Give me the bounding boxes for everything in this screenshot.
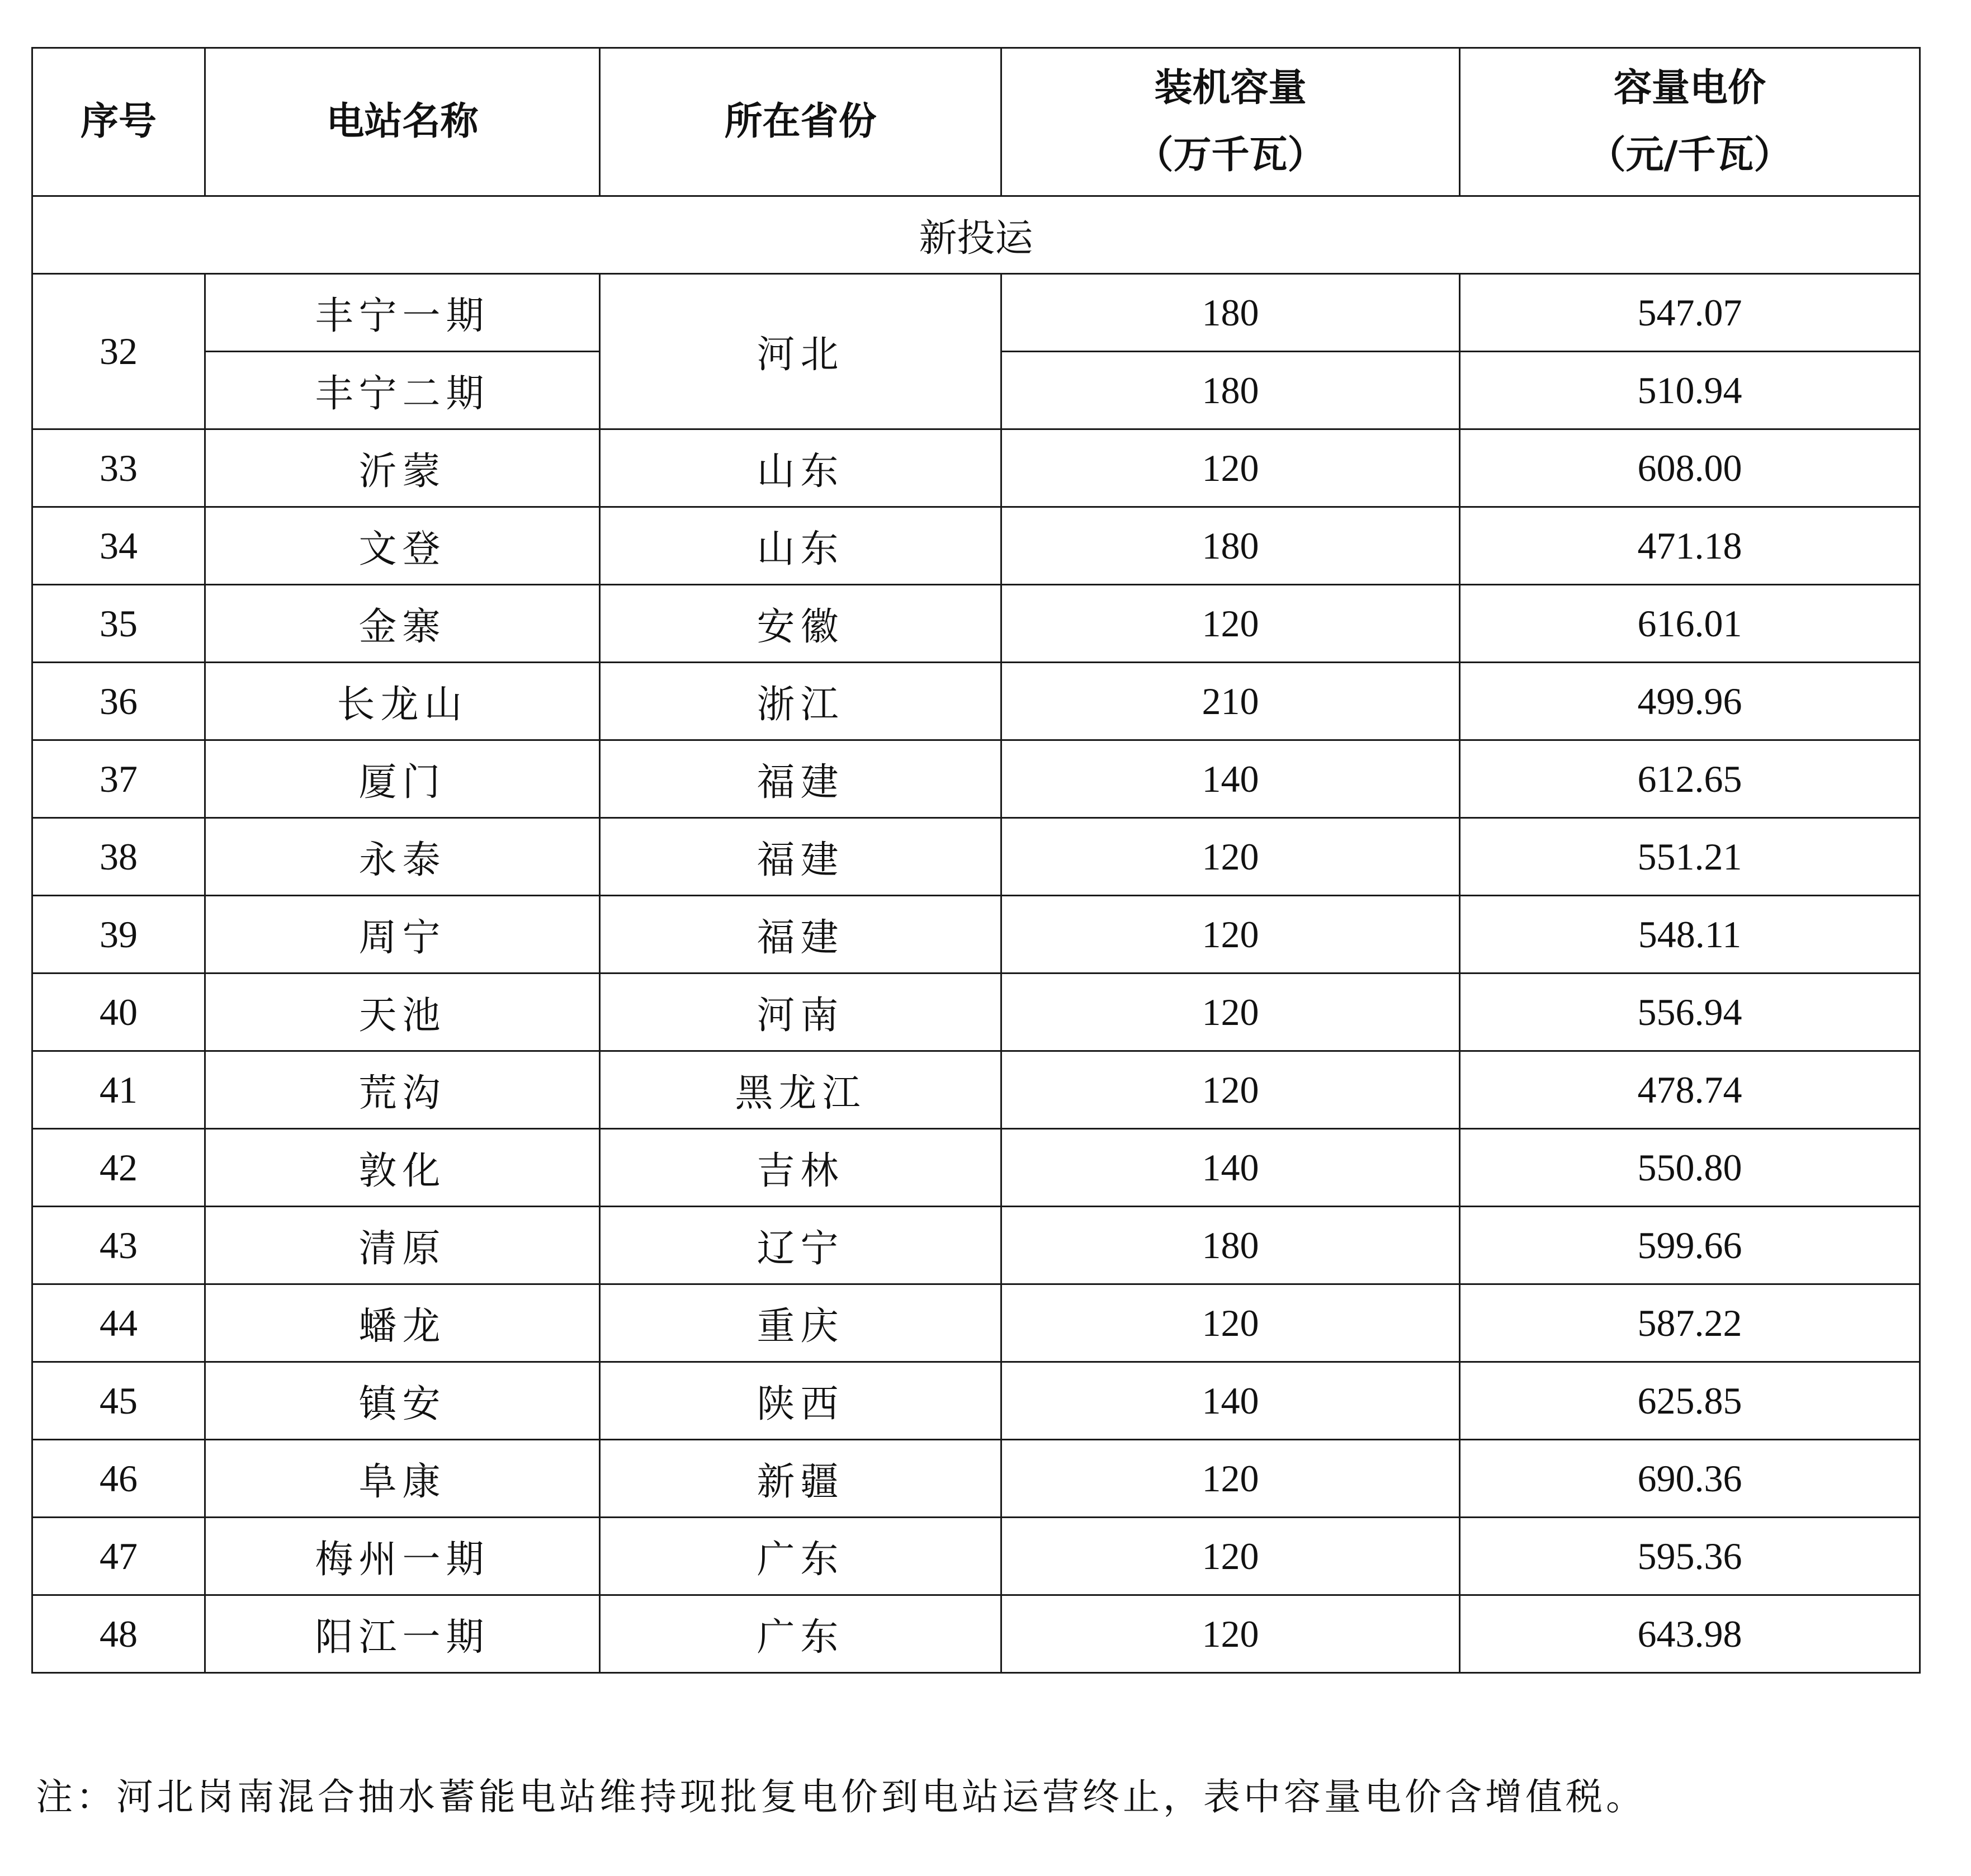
table-row (32, 1440, 1920, 1518)
table-row (32, 1362, 1920, 1440)
header-capacity-title: 装机容量 (1154, 66, 1307, 110)
header-province: 所在省份 (600, 48, 1001, 196)
table-row (32, 585, 1920, 663)
row-price: 595.36 (1460, 1518, 1920, 1595)
table-row (32, 507, 1920, 585)
table-row (32, 663, 1920, 740)
section-label: 新投运 (32, 196, 1920, 274)
row-seq: 42 (32, 1129, 205, 1207)
row-province: 福建 (600, 896, 1001, 974)
row-capacity: 120 (1001, 896, 1460, 974)
row-station-name: 文登 (205, 507, 600, 585)
row-province: 辽宁 (600, 1207, 1001, 1284)
row-capacity: 120 (1001, 974, 1460, 1051)
table-row (32, 1284, 1920, 1362)
row-seq: 41 (32, 1051, 205, 1129)
row-province: 山东 (600, 429, 1001, 507)
row-station-name: 阜康 (205, 1440, 600, 1518)
row-price: 547.07 (1460, 274, 1920, 352)
row-capacity: 120 (1001, 1518, 1460, 1595)
table-row (32, 896, 1920, 974)
row-price: 587.22 (1460, 1284, 1920, 1362)
row-capacity: 140 (1001, 740, 1460, 818)
row-price: 599.66 (1460, 1207, 1920, 1284)
row-seq: 45 (32, 1362, 205, 1440)
row-capacity: 140 (1001, 1129, 1460, 1207)
row-province: 河南 (600, 974, 1001, 1051)
table-row (32, 1595, 1920, 1673)
row-province: 陕西 (600, 1362, 1001, 1440)
row-capacity: 140 (1001, 1362, 1460, 1440)
row-station-name: 厦门 (205, 740, 600, 818)
row-province: 黑龙江 (600, 1051, 1001, 1129)
header-capacity-unit: （万千瓦） (1135, 133, 1326, 177)
row-capacity: 120 (1001, 818, 1460, 896)
table-row (32, 740, 1920, 818)
capacity-price-table (31, 47, 1921, 1674)
row-capacity: 180 (1001, 507, 1460, 585)
row-station-name: 周宁 (205, 896, 600, 974)
table-row (32, 1051, 1920, 1129)
table-footnote: 注：河北岗南混合抽水蓄能电站维持现批复电价到电站运营终止，表中容量电价含增值税。 (36, 1775, 1646, 1818)
row-province: 新疆 (600, 1440, 1001, 1518)
row-province: 重庆 (600, 1284, 1001, 1362)
row-seq: 34 (32, 507, 205, 585)
header-price (1460, 48, 1920, 196)
section-row (32, 196, 1920, 274)
row-capacity: 120 (1001, 429, 1460, 507)
row-seq: 38 (32, 818, 205, 896)
header-station-name: 电站名称 (205, 48, 600, 196)
row-province: 福建 (600, 818, 1001, 896)
row-price: 608.00 (1460, 429, 1920, 507)
row-price: 690.36 (1460, 1440, 1920, 1518)
row-seq: 40 (32, 974, 205, 1051)
row-capacity: 210 (1001, 663, 1460, 740)
row-station-name: 天池 (205, 974, 600, 1051)
row-province: 浙江 (600, 663, 1001, 740)
row-province: 吉林 (600, 1129, 1001, 1207)
row-price: 643.98 (1460, 1595, 1920, 1673)
row-station-name: 荒沟 (205, 1051, 600, 1129)
row-station-name: 敦化 (205, 1129, 600, 1207)
row-price: 616.01 (1460, 585, 1920, 663)
row-capacity: 180 (1001, 1207, 1460, 1284)
row-province: 山东 (600, 507, 1001, 585)
row-station-name: 蟠龙 (205, 1284, 600, 1362)
header-price-unit: （元/千瓦） (1587, 133, 1792, 177)
row-capacity: 120 (1001, 585, 1460, 663)
row-station-name: 金寨 (205, 585, 600, 663)
row-capacity: 120 (1001, 1595, 1460, 1673)
row-province: 广东 (600, 1518, 1001, 1595)
header-capacity (1001, 48, 1460, 196)
row-price: 550.80 (1460, 1129, 1920, 1207)
row-seq: 32 (32, 274, 205, 429)
table-row (32, 1129, 1920, 1207)
row-province: 安徽 (600, 585, 1001, 663)
row-seq: 47 (32, 1518, 205, 1595)
row-price: 612.65 (1460, 740, 1920, 818)
row-price: 471.18 (1460, 507, 1920, 585)
row-seq: 37 (32, 740, 205, 818)
row-capacity: 120 (1001, 1051, 1460, 1129)
row-station-name: 梅州一期 (205, 1518, 600, 1595)
row-seq: 35 (32, 585, 205, 663)
row-seq: 46 (32, 1440, 205, 1518)
row-station-name: 丰宁二期 (205, 352, 600, 429)
row-seq: 33 (32, 429, 205, 507)
row-price: 510.94 (1460, 352, 1920, 429)
table-row (32, 974, 1920, 1051)
row-capacity: 120 (1001, 1440, 1460, 1518)
row-price: 478.74 (1460, 1051, 1920, 1129)
row-province: 河北 (600, 274, 1001, 429)
row-capacity: 180 (1001, 352, 1460, 429)
table-row (32, 429, 1920, 507)
row-price: 625.85 (1460, 1362, 1920, 1440)
row-price: 548.11 (1460, 896, 1920, 974)
row-price: 556.94 (1460, 974, 1920, 1051)
row-station-name: 长龙山 (205, 663, 600, 740)
row-price: 499.96 (1460, 663, 1920, 740)
row-province: 福建 (600, 740, 1001, 818)
row-station-name: 清原 (205, 1207, 600, 1284)
header-price-title: 容量电价 (1613, 66, 1766, 110)
row-price: 551.21 (1460, 818, 1920, 896)
table-row (32, 818, 1920, 896)
header-row (32, 48, 1920, 196)
row-seq: 36 (32, 663, 205, 740)
table-row (32, 274, 1920, 352)
row-station-name: 丰宁一期 (205, 274, 600, 352)
row-station-name: 永泰 (205, 818, 600, 896)
row-capacity: 180 (1001, 274, 1460, 352)
row-province: 广东 (600, 1595, 1001, 1673)
row-station-name: 镇安 (205, 1362, 600, 1440)
table-row (32, 1207, 1920, 1284)
row-seq: 44 (32, 1284, 205, 1362)
row-seq: 48 (32, 1595, 205, 1673)
row-station-name: 阳江一期 (205, 1595, 600, 1673)
header-seq: 序号 (32, 48, 205, 196)
table-row (32, 1518, 1920, 1595)
row-seq: 39 (32, 896, 205, 974)
row-capacity: 120 (1001, 1284, 1460, 1362)
row-station-name: 沂蒙 (205, 429, 600, 507)
row-seq: 43 (32, 1207, 205, 1284)
